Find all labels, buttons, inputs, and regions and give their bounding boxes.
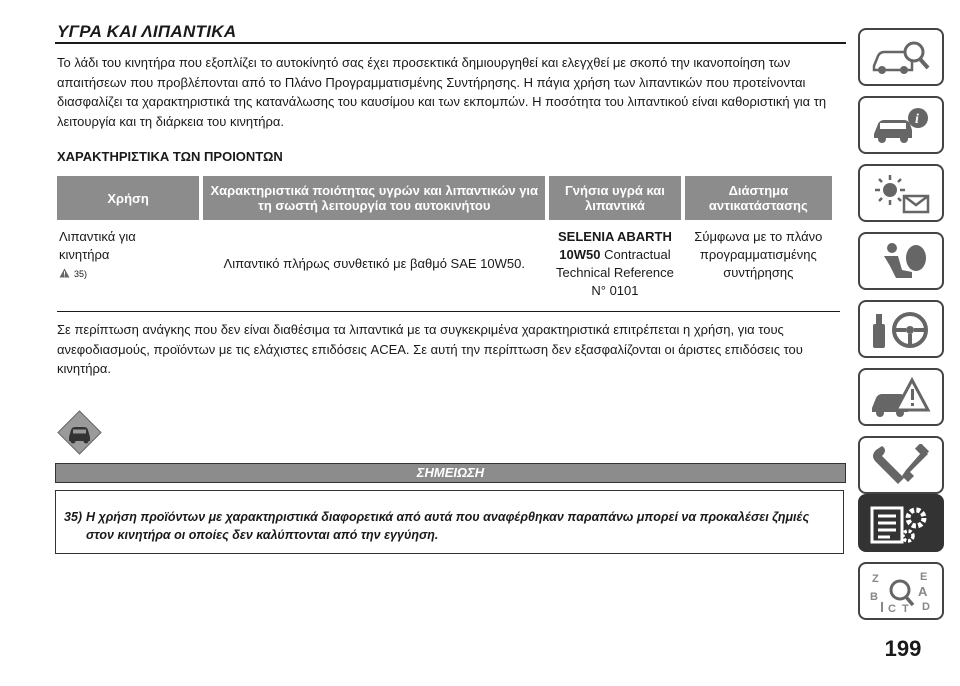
acea-paragraph: Σε περίπτωση ανάγκης που δεν είναι διαθέσιμα τα λιπαντικά με τα συγκεκριμένα χαρακτηριστικά επιτρέπεται η χρήση, για τους ανεφοδιασμούς, προϊόντων με τις ελάχιστες επιδόσεις ACEA. Σε αυτή την περίπτωση δεν εξασφαλίζονται οι άριστες επιδόσεις του κινητήρα. — [57, 322, 803, 376]
tab-starting-driving[interactable] — [858, 300, 944, 358]
warning-icon — [59, 268, 70, 278]
index-letter-t: T — [902, 603, 909, 614]
index-letter-z: Z — [872, 573, 879, 585]
section-title: ΥΓΡΑ ΚΑΙ ΛΙΠΑΝΤΙΚΑ — [57, 22, 237, 41]
genuine-product-reference: Contractual Technical Reference N° 0101 — [556, 247, 674, 298]
cell-interval: Σύμφωνα με το πλάνο προγραμματισμένης συντήρησης — [694, 229, 823, 280]
safety-airbag-icon — [868, 240, 934, 284]
cell-genuine — [549, 220, 680, 314]
genuine-product-name: SELENIA ABARTH — [558, 229, 672, 244]
tab-emergency[interactable] — [858, 368, 944, 426]
tab-warning-lights[interactable] — [858, 164, 944, 222]
tab-maintenance[interactable] — [858, 436, 944, 494]
note-content — [64, 508, 824, 544]
index-icon — [868, 570, 934, 614]
index-letter-d: D — [922, 601, 930, 613]
note-box — [55, 490, 844, 554]
maintenance-icon — [868, 444, 934, 488]
technical-data-icon — [868, 502, 934, 546]
tab-technical-data[interactable] — [858, 494, 944, 552]
cell-use-ref — [59, 264, 197, 283]
cell-use — [57, 220, 199, 314]
index-letter-a: A — [918, 584, 928, 599]
tab-car-info[interactable] — [858, 96, 944, 154]
lubricants-table — [53, 176, 836, 314]
intro-paragraph: Το λάδι του κινητήρα που εξοπλίζει το αυτοκίνητό σας έχει προσεκτικά δημιουργηθεί και ελεγχθεί με σκοπό την ικανοποίηση των απαιτήσεων που προβλέπονται από το Πλάνο Προγραμματισμένης Συντήρησης. Η πάγια χρήση των λιπαντικών που προτείνονται διασφαλίζει τα χαρακτηριστικά της κατανάλωσης του καυσίμου και των εκπομπών. Η ποσότητα του λιπαντικού είναι καθοριστική για τη λειτουργία και τη διάρκεια του κινητήρα. — [57, 55, 827, 129]
tab-safety[interactable] — [858, 232, 944, 290]
table-row — [57, 220, 832, 314]
warning-lights-icon — [868, 172, 934, 216]
starting-driving-icon — [868, 308, 934, 352]
emergency-icon — [868, 376, 934, 420]
index-letter-c: C — [888, 603, 896, 614]
tab-index[interactable] — [858, 562, 944, 620]
note-heading: ΣΗΜΕΙΩΣΗ — [55, 463, 846, 483]
note-car-icon — [57, 410, 102, 455]
note-text: Η χρήση προϊόντων με χαρακτηριστικά διαφορετικά από αυτά που αναφέρθηκαν παραπάνω μπορεί να προκαλέσει ζημιές στον κινητήρα οι οποίες δεν καλύπτονται από την εγγύηση. — [86, 510, 810, 542]
header-genuine: Γνήσια υγρά και λιπαντικά — [549, 176, 680, 220]
product-characteristics-heading: ΧΑΡΑΚΤΗΡΙΣΤΙΚΑ ΤΩΝ ΠΡΟΙΟΝΤΩΝ — [57, 149, 283, 164]
note-number: 35) — [64, 510, 83, 524]
header-interval: Διάστημα αντικατάστασης — [685, 176, 832, 220]
table-header-row — [57, 176, 832, 220]
header-use: Χρήση — [57, 176, 199, 220]
tab-car-search[interactable] — [858, 28, 944, 86]
header-characteristics: Χαρακτηριστικά ποιότητας υγρών και λιπαντικών για τη σωστή λειτουργία του αυτοκινήτου — [203, 176, 545, 220]
index-letter-b: B — [870, 591, 878, 603]
car-search-icon — [868, 36, 934, 80]
svg-text:i: i — [915, 112, 919, 127]
title-divider — [55, 42, 846, 44]
genuine-product-grade: 10W50 — [559, 247, 601, 262]
car-info-icon — [868, 104, 934, 148]
genuine-product-details — [551, 246, 678, 300]
footnote-ref: 35) — [74, 269, 88, 279]
cell-characteristics: Λιπαντικό πλήρως συνθετικό με βαθμό SAE 10W50. — [223, 256, 525, 271]
table-bottom-rule — [57, 311, 840, 312]
index-letter-e: E — [920, 571, 928, 583]
page-number: 199 — [884, 636, 922, 661]
cell-use-text: Λιπαντικά για κινητήρα — [59, 229, 136, 262]
